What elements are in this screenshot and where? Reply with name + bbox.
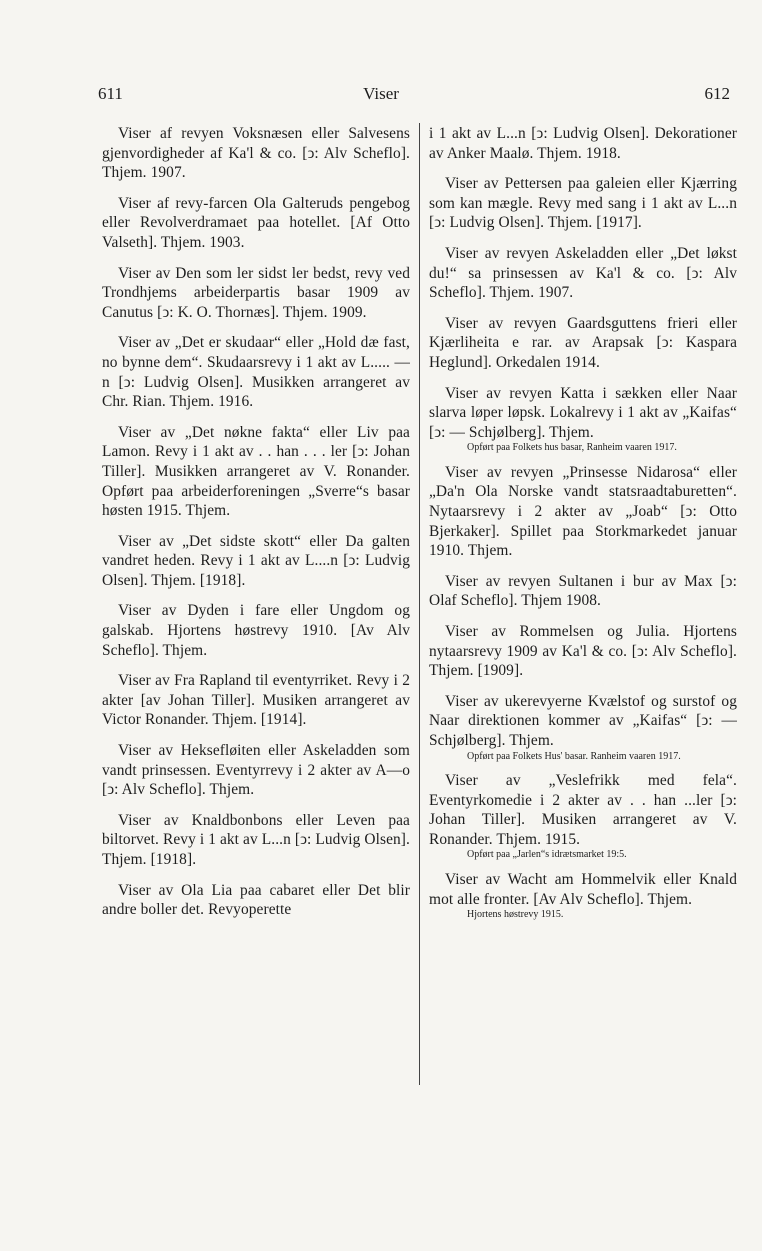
right-column <box>429 124 737 930</box>
entry-note: Opført paa Folkets hus basar, Ranheim vaaren 1917. <box>467 442 677 454</box>
catalog-entry: Viser av Wacht am Hommelvik eller Knald mot alle fronter. [Av Alv Scheflo]. Thjem. <box>429 870 737 908</box>
catalog-entry: Viser av „Veslefrikk med fela“. Eventyrkomedie i 2 akter av . . han ...ler [ↄ: Johan Tiller]. Musiken arrangeret av V. Ronander. Thjem. 1915. <box>429 772 737 848</box>
catalog-entry: Viser av „Det er skudaar“ eller „Hold dæ fast, no bynne dem“. Skudaarsrevy i 1 akt av L..... —n [ↄ: Ludvig Olsen]. Musikken arrangeret av Chr. Rian. Thjem. 1916. <box>102 334 410 411</box>
page-number-left: 611 <box>98 84 123 103</box>
running-title: Viser <box>363 84 399 103</box>
catalog-entry: Viser av revyen Katta i sækken eller Naar slarva løper løpsk. Lokalrevy i 1 akt av „Kaifas“ [ↄ: — Schjølberg]. Thjem. <box>429 384 737 441</box>
left-column <box>102 124 410 931</box>
catalog-entry: Viser av Rommelsen og Julia. Hjortens nytaarsrevy 1909 av Ka'l & co. [ↄ: Alv Scheflo]. Thjem. [1909]. <box>429 622 737 680</box>
catalog-entry: Viser av Knaldbonbons eller Leven paa biltorvet. Revy i 1 akt av L...n [ↄ: Ludvig Olsen]. Thjem. [1918]. <box>102 811 410 868</box>
catalog-entry: Viser av Pettersen paa galeien eller Kjærring som kan mægle. Revy med sang i 1 akt av L...n [ↄ: Ludvig Olsen]. Thjem. [1917]. <box>429 175 737 232</box>
catalog-entry: i 1 akt av L...n [ↄ: Ludvig Olsen]. Dekorationer av Anker Maalø. Thjem. 1918. <box>429 125 737 162</box>
catalog-entry: Viser av „Det nøkne fakta“ eller Liv paa Lamon. Revy i 1 akt av . . han . . . ler [ↄ: Johan Tiller]. Musikken arrangeret av V. Ronander. Opført paa arbeiderforeningen „Sverre“s basar høsten 1915. Thjem. <box>102 423 410 520</box>
catalog-entry: Viser av Den som ler sidst ler bedst, revy ved Trondhjems arbeiderpartis basar 1909 av Canutus [ↄ: K. O. Thornæs]. Thjem. 1909. <box>102 264 410 321</box>
catalog-entry: Viser av ukerevyerne Kvælstof og surstof og Naar direktionen kommer av „Kaifas“ [ↄ: — Schjølberg]. Thjem. <box>429 692 737 749</box>
catalog-entry: Viser av „Det sidste skott“ eller Da galten vandret heden. Revy i 1 akt av L....n [ↄ: Ludvig Olsen]. Thjem. [1918]. <box>102 532 410 589</box>
catalog-entry: Viser av revyen Askeladden eller „Det løkst du!“ sa prinsessen av Ka'l & co. [ↄ: Alv Scheflo]. Thjem. 1907. <box>429 244 737 302</box>
catalog-entry: Viser av Fra Rapland til eventyrriket. Revy i 2 akter [av Johan Tiller]. Musiken arrangeret av Victor Ronander. Thjem. [1914]. <box>102 672 410 729</box>
catalog-entry: Viser av Ola Lia paa cabaret eller Det blir andre boller det. Revyoperette <box>102 881 410 919</box>
entry-note: Opført paa Folkets Hus' basar. Ranheim vaaren 1917. <box>467 750 681 762</box>
page-number-right: 612 <box>704 84 730 103</box>
catalog-entry: Viser av revyen „Prinsesse Nidarosa“ eller „Da'n Ola Norske vandt statsraadtaburetten“. Nytaarsrevy i 2 akter av „Joab“ [ↄ: Otto Bjerkaker]. Spillet paa Storkmarkedet januar 1910. Thjem. <box>429 463 737 560</box>
entry-note: Opført paa „Jarlen“s idrætsmarket 19:5. <box>467 849 627 861</box>
column-divider <box>419 123 420 1085</box>
catalog-entry: Viser af revy-farcen Ola Galteruds pengebog eller Revolverdramaet paa hotellet. [Af Otto Valseth]. Thjem. 1903. <box>102 194 410 251</box>
catalog-entry: Viser av Dyden i fare eller Ungdom og galskab. Hjortens høstrevy 1910. [Av Alv Scheflo]. Thjem. <box>102 602 410 659</box>
catalog-entry: Viser af revyen Voksnæsen eller Salvesens gjenvordigheder af Ka'l & co. [ↄ: Alv Scheflo]. Thjem. 1907. <box>102 125 410 182</box>
entry-note: Hjortens høstrevy 1915. <box>467 909 564 921</box>
catalog-entry: Viser av revyen Sultanen i bur av Max [ↄ: Olaf Scheflo]. Thjem 1908. <box>429 572 737 610</box>
catalog-entry: Viser av Heksefløiten eller Askeladden som vandt prinsessen. Eventyrrevy i 2 akter av A—o [ↄ: Alv Scheflo]. Thjem. <box>102 742 410 799</box>
catalog-entry: Viser av revyen Gaardsguttens frieri eller Kjærliheita e rar. av Arapsak [ↄ: Kaspara Heglund]. Orkedalen 1914. <box>429 314 737 371</box>
